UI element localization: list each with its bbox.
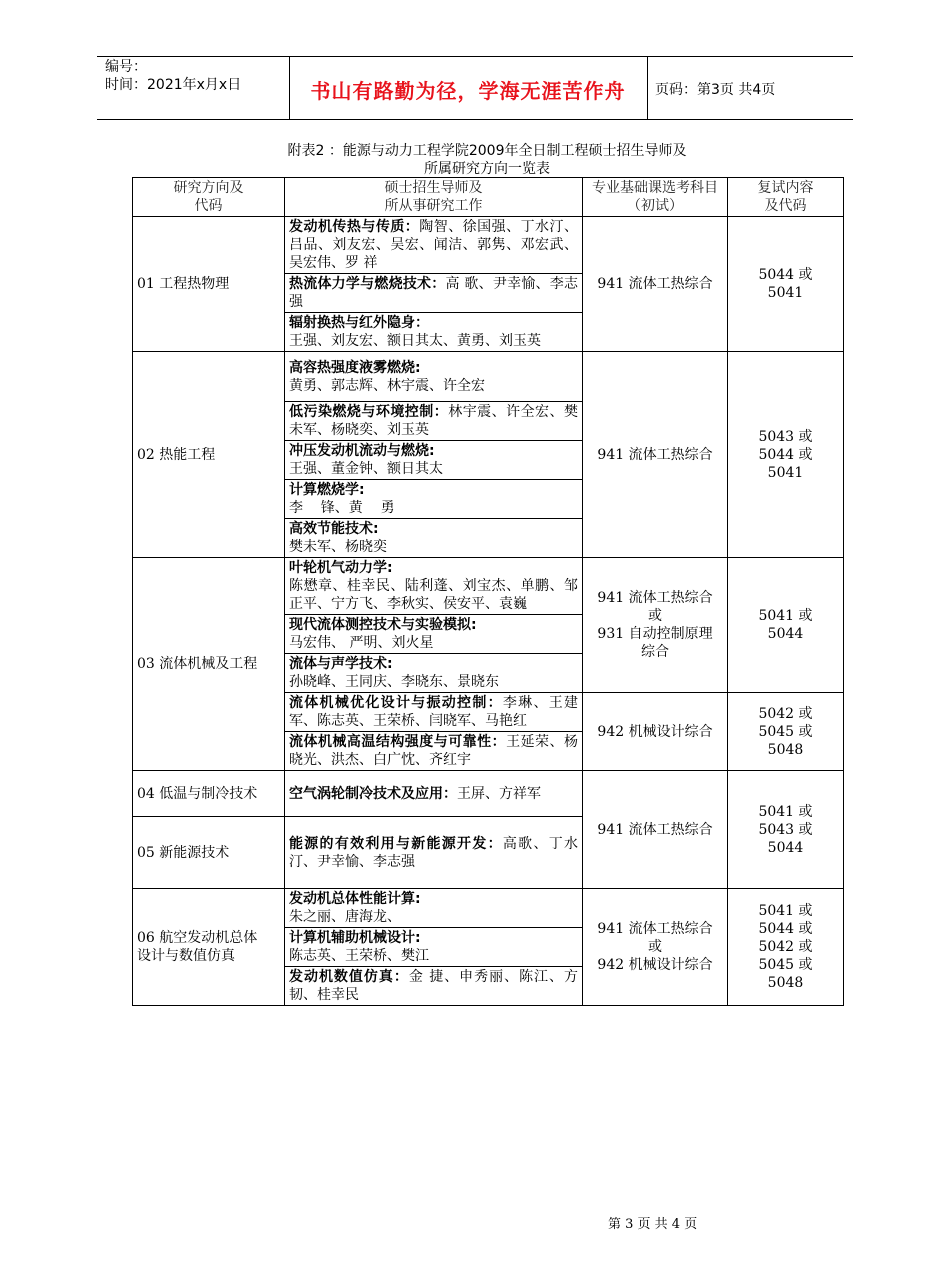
header-time-label: 时间：2021年x月x日 bbox=[105, 77, 242, 93]
footer-page-number: 第 3 页 共 4 页 bbox=[608, 1217, 698, 1232]
table-title bbox=[132, 142, 842, 178]
subject-cell: 941 流体工热综合 bbox=[583, 352, 728, 558]
direction-cell: 04 低温与制冷技术 bbox=[133, 771, 285, 817]
tutor-cell bbox=[285, 654, 583, 693]
research-topic: 空气涡轮制冷技术及应用： bbox=[289, 785, 457, 802]
col-header-direction: 研究方向及 代码 bbox=[133, 178, 285, 217]
tutor-names: 王强、刘友宏、额日其太、黄勇、刘玉英 bbox=[289, 333, 541, 349]
tutor-names: 王强、董金钟、额日其太 bbox=[289, 461, 443, 477]
research-topic: 冲压发动机流动与燃烧: bbox=[289, 443, 435, 459]
research-topic: 计算机辅助机械设计: bbox=[289, 930, 421, 946]
research-topic: 低污染燃烧与环境控制： bbox=[289, 404, 449, 420]
tutor-cell bbox=[285, 693, 583, 732]
tutor-names: 朱之丽、唐海龙、 bbox=[289, 909, 401, 925]
research-topic: 辐射换热与红外隐身： bbox=[289, 315, 429, 331]
tutor-cell bbox=[285, 313, 583, 352]
research-topic: 流体机械高温结构强度与可靠性： bbox=[289, 734, 507, 750]
tutor-cell bbox=[285, 889, 583, 928]
tutor-names: 孙晓峰、王同庆、李晓东、景晓东 bbox=[289, 674, 499, 690]
tutor-cell bbox=[285, 480, 583, 519]
tutor-cell bbox=[285, 928, 583, 967]
tutor-names: 陈懋章、桂幸民、陆利蓬、刘宝杰、单鹏、邹正平、宁方飞、李秋实、侯安平、袁巍 bbox=[289, 578, 578, 612]
research-topic: 高效节能技术: bbox=[289, 521, 379, 537]
retest-cell: 5044 或 5041 bbox=[728, 217, 844, 352]
research-topic: 热流体力学与燃烧技术： bbox=[289, 276, 446, 292]
tutor-names: 王屏、方祥军 bbox=[457, 785, 541, 802]
research-topic: 流体机械优化设计与振动控制： bbox=[289, 695, 503, 711]
tutor-cell bbox=[285, 817, 583, 889]
table-row bbox=[133, 352, 844, 402]
header-motto: 书山有路勤为径，学海无涯苦作舟 bbox=[310, 79, 626, 103]
subject-cell: 941 流体工热综合 或 931 自动控制原理 综合 bbox=[583, 558, 728, 693]
tutor-names: 陈志英、王荣桥、樊江 bbox=[289, 948, 429, 964]
tutor-names: 黄勇、郭志辉、林宇震、许全宏 bbox=[289, 377, 485, 394]
table-row bbox=[133, 889, 844, 928]
retest-cell: 5043 或 5044 或 5041 bbox=[728, 352, 844, 558]
col-header-subject: 专业基础课选考科目 （初试） bbox=[583, 178, 728, 217]
retest-cell: 5041 或 5044 bbox=[728, 558, 844, 693]
table-title-line2: 所属研究方向一览表 bbox=[424, 161, 550, 177]
tutor-names: 王延荣、杨晓光、洪杰、白广忱、齐红宇 bbox=[289, 734, 579, 768]
research-topic: 能源的有效利用与新能源开发： bbox=[289, 835, 503, 852]
subject-cell: 941 流体工热综合 bbox=[583, 771, 728, 889]
tutor-cell bbox=[285, 519, 583, 558]
tutor-cell bbox=[285, 217, 583, 274]
table-row bbox=[133, 558, 844, 615]
header-top-rule bbox=[97, 56, 853, 57]
research-topic: 计算燃烧学: bbox=[289, 482, 365, 498]
tutor-names: 陶智、徐国强、丁水汀、吕品、刘友宏、吴宏、闻洁、郭隽、邓宏武、吴宏伟、罗 祥 bbox=[289, 219, 579, 271]
tutor-cell bbox=[285, 771, 583, 817]
tutor-names: 高 歌、尹幸愉、李志强 bbox=[289, 276, 579, 310]
retest-cell: 5041 或 5043 或 5044 bbox=[728, 771, 844, 889]
col-header-retest: 复试内容 及代码 bbox=[728, 178, 844, 217]
direction-cell: 06 航空发动机总体 设计与数值仿真 bbox=[133, 889, 285, 1006]
tutor-cell bbox=[285, 558, 583, 615]
direction-cell: 01 工程热物理 bbox=[133, 217, 285, 352]
tutor-cell bbox=[285, 732, 583, 771]
tutor-names: 李 锋、黄 勇 bbox=[289, 500, 395, 516]
subject-cell: 941 流体工热综合 bbox=[583, 217, 728, 352]
subject-cell: 942 机械设计综合 bbox=[583, 693, 728, 771]
tutor-names: 樊未军、杨晓奕 bbox=[289, 539, 387, 555]
direction-cell: 02 热能工程 bbox=[133, 352, 285, 558]
research-topic: 现代流体测控技术与实验模拟: bbox=[289, 617, 477, 633]
subject-cell: 941 流体工热综合 或 942 机械设计综合 bbox=[583, 889, 728, 1006]
direction-cell: 03 流体机械及工程 bbox=[133, 558, 285, 771]
research-topic: 叶轮机气动力学: bbox=[289, 560, 393, 576]
col-header-tutors: 硕士招生导师及 所从事研究工作 bbox=[285, 178, 583, 217]
table-title-line1: 附表2 ：能源与动力工程学院2009年全日制工程硕士招生导师及 bbox=[287, 143, 687, 159]
research-topic: 流体与声学技术: bbox=[289, 656, 393, 672]
tutor-cell bbox=[285, 352, 583, 402]
research-topic: 高容热强度液雾燃烧: bbox=[289, 359, 421, 376]
tutor-cell bbox=[285, 615, 583, 654]
tutor-names: 马宏伟、 严明、刘火星 bbox=[289, 635, 434, 651]
tutor-names: 林宇震、许全宏、樊未军、杨晓奕、刘玉英 bbox=[289, 404, 579, 438]
header-bottom-rule bbox=[97, 119, 853, 120]
research-topic: 发动机数值仿真： bbox=[289, 969, 409, 985]
table-row bbox=[133, 771, 844, 817]
research-topic: 发动机传热与传质： bbox=[289, 219, 420, 235]
research-topic: 发动机总体性能计算: bbox=[289, 891, 421, 907]
retest-cell: 5041 或 5044 或 5042 或 5045 或 5048 bbox=[728, 889, 844, 1006]
tutor-names: 李琳、王建军、陈志英、王荣桥、闫晓军、马艳红 bbox=[289, 695, 579, 729]
tutor-names: 高歌、丁水汀、尹幸愉、李志强 bbox=[289, 835, 579, 870]
tutor-cell bbox=[285, 967, 583, 1006]
retest-cell: 5042 或 5045 或 5048 bbox=[728, 693, 844, 771]
tutor-names: 金 捷、申秀丽、陈江、方 韧、桂幸民 bbox=[289, 969, 578, 1003]
direction-cell: 05 新能源技术 bbox=[133, 817, 285, 889]
header-number-label: 编号： bbox=[105, 59, 147, 75]
table-row bbox=[133, 217, 844, 274]
tutor-table bbox=[132, 177, 844, 1006]
header-divider-2 bbox=[647, 56, 648, 120]
tutor-cell bbox=[285, 441, 583, 480]
header-meta bbox=[105, 58, 241, 94]
tutor-cell bbox=[285, 274, 583, 313]
tutor-cell bbox=[285, 402, 583, 441]
table-header-row bbox=[133, 178, 844, 217]
header-page-label: 页码：第3页 共4页 bbox=[655, 82, 776, 98]
